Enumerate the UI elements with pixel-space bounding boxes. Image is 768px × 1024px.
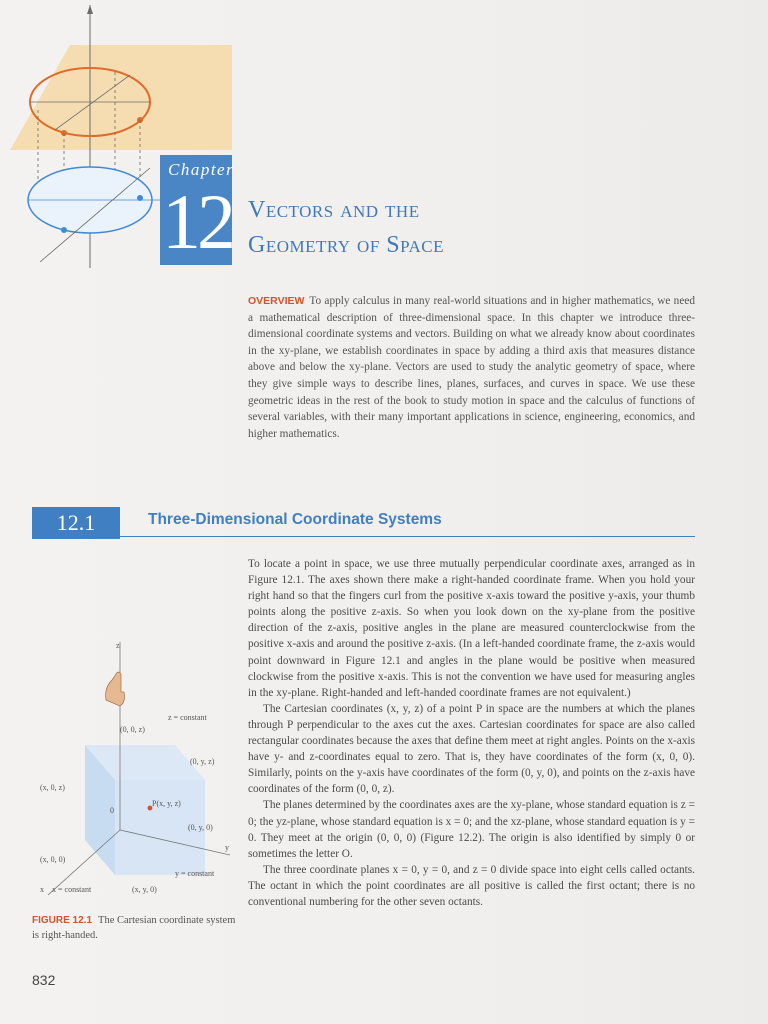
overview-text: To apply calculus in many real-world situations and in higher mathematics, we need a mathematical description of three-dimensional space. In this chapter we introduce three-dimensional coordinate systems and vectors. Building on what we already know about coordinates in the xy-plane, we establish coordinates in space by adding a third axis that measures distance above and below the xy-plane. Vectors are used to study the analytic geometry of space, where they give simple ways to describe lines, planes, surfaces, and curves in space. We use these geometric ideas in the rest of the book to study motion in space and the calculus of functions of several variables, with their many important applications in science, engineering, economics, and higher mathematics. [248, 295, 695, 440]
fig-label-0y0: (0, y, 0) [188, 823, 213, 832]
chapter-title-line-2: Geometry of Space [248, 232, 445, 258]
body-paragraph-2: The Cartesian coordinates (x, y, z) of a point P in space are the numbers at which the planes through P perpendicular to the axes cut the axes. Cartesian coordinates for space are also called rectangular coordinates because the axes that define them meet at right angles. Points on the x-axis have y- and z-coordinates equal to zero. That is, they have coordinates of the form (x, 0, 0). Similarly, points on the y-axis have coordinates of the form (0, y, 0), and points on the z-axis have coordinates of the form (0, 0, z). [248, 702, 695, 796]
chapter-title-line-1: Vectors and the [248, 197, 420, 223]
fig-label-x-constant: x = constant [52, 885, 92, 894]
body-paragraph-4: The three coordinate planes x = 0, y = 0, and z = 0 divide space into eight cells called octants. The octant in which the point coordinates are all positive is called the first octant; there is no conventional numbering for the other seven octants. [248, 863, 695, 908]
section-body [248, 556, 695, 910]
overview-paragraph [248, 293, 695, 442]
figure-12-1-diagram [30, 630, 240, 910]
fig-label-x-axis: x [40, 885, 44, 894]
fig-label-xy0: (x, y, 0) [132, 885, 157, 894]
chapter-label: Chapter [168, 160, 235, 179]
section-divider [120, 536, 695, 537]
section-title: Three-Dimensional Coordinate Systems [148, 511, 442, 528]
chapter-title [248, 193, 444, 263]
fig-label-x0z: (x, 0, z) [40, 783, 65, 792]
fig-label-0yz: (0, y, z) [190, 757, 215, 766]
body-paragraph-1: To locate a point in space, we use three mutually perpendicular coordinate axes, arranged as in Figure 12.1. The axes shown there make a right-handed coordinate frame. When you hold your right hand so that the fingers curl from the positive x-axis toward the positive y-axis, your thumb points along the positive z-axis. So when you look down on the xy-plane from the positive direction of the z-axis, positive angles in the plane are measured counterclockwise from the positive x-axis and around the positive z-axis. (In a left-handed coordinate frame, the z-axis would point downward in Figure 12.1 and angles in the plane would be positive when measured clockwise from the positive x-axis. This is not the convention we have used for measuring angles in the xy-plane. Right-handed and left-handed coordinate frames are not equivalent.) [248, 558, 695, 699]
figure-caption [32, 913, 242, 943]
figure-caption-text: The Cartesian coordinate system is right-handed. [32, 915, 236, 941]
fig-label-z-constant: z = constant [168, 713, 207, 722]
overview-label: OVERVIEW [248, 295, 305, 307]
fig-label-y-constant: y = constant [175, 869, 215, 878]
fig-label-x00: (x, 0, 0) [40, 855, 66, 864]
chapter-number: 12 [162, 178, 232, 265]
fig-label-00z: (0, 0, z) [120, 725, 145, 734]
fig-label-z-axis: z [116, 641, 120, 650]
page-number: 832 [32, 972, 56, 988]
fig-label-P: P(x, y, z) [152, 799, 181, 808]
body-paragraph-3: The planes determined by the coordinates axes are the xy-plane, whose standard equation is z = 0; the yz-plane, whose standard equation is x = 0; and the xz-plane, whose standard equation is y = 0. They meet at the origin (0, 0, 0) (Figure 12.2). The origin is also identified by simply 0 or sometimes the letter O. [248, 799, 695, 860]
section-number: 12.1 [56, 510, 96, 535]
fig-label-origin: 0 [110, 806, 114, 815]
fig-label-y-axis: y [225, 843, 229, 852]
figure-caption-label: FIGURE 12.1 [32, 915, 93, 926]
